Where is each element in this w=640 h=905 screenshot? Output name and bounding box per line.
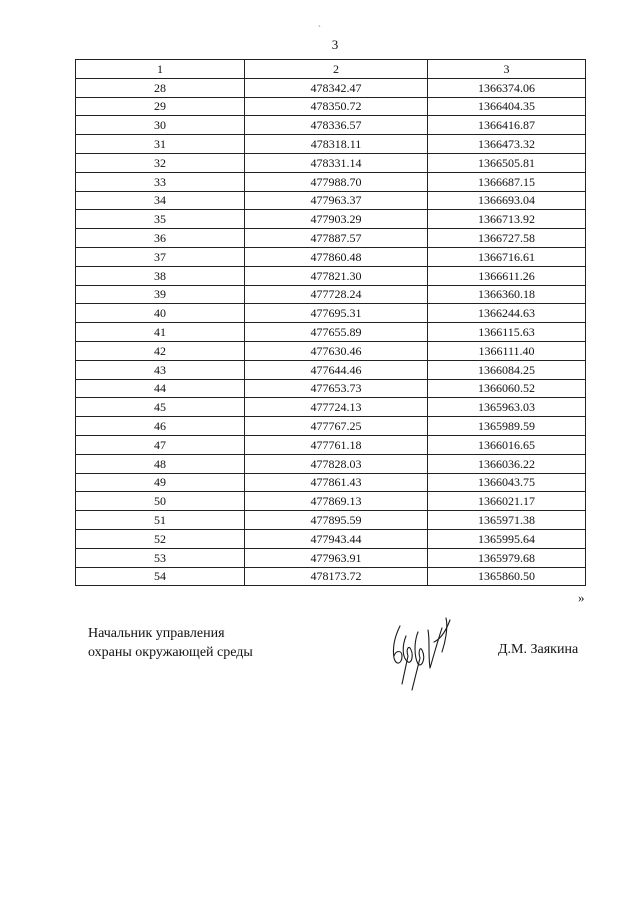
table-cell-col-3: 1366727.58: [428, 229, 586, 248]
table-cell-col-3: 1366115.63: [428, 323, 586, 342]
table-cell-col-3: 1365995.64: [428, 529, 586, 548]
table-cell-col-2: 478173.72: [245, 567, 428, 586]
table-cell-col-1: 51: [76, 511, 245, 530]
table-cell-col-3: 1366473.32: [428, 135, 586, 154]
table-cell-col-1: 39: [76, 285, 245, 304]
table-cell-col-2: 477761.18: [245, 435, 428, 454]
table-cell-col-3: 1366021.17: [428, 492, 586, 511]
table-cell-col-3: 1365989.59: [428, 417, 586, 436]
table-row: [76, 210, 586, 229]
table-cell-col-2: 477860.48: [245, 247, 428, 266]
table-cell-col-2: 477963.91: [245, 548, 428, 567]
table-row: [76, 492, 586, 511]
table-cell-col-1: 34: [76, 191, 245, 210]
table-cell-col-1: 46: [76, 417, 245, 436]
table-cell-col-2: 477869.13: [245, 492, 428, 511]
table-cell-col-2: 477963.37: [245, 191, 428, 210]
table-cell-col-1: 53: [76, 548, 245, 567]
table-cell-col-2: 477861.43: [245, 473, 428, 492]
table-cell-col-1: 44: [76, 379, 245, 398]
table-row: [76, 398, 586, 417]
table-row: [76, 341, 586, 360]
table-row: [76, 454, 586, 473]
table-cell-col-3: 1366060.52: [428, 379, 586, 398]
table-row: [76, 191, 586, 210]
table-cell-col-2: 478336.57: [245, 116, 428, 135]
table-row: [76, 135, 586, 154]
table-cell-col-3: 1365963.03: [428, 398, 586, 417]
table-cell-col-1: 31: [76, 135, 245, 154]
table-cell-col-2: 477988.70: [245, 172, 428, 191]
table-cell-col-1: 43: [76, 360, 245, 379]
table-cell-col-1: 50: [76, 492, 245, 511]
table-cell-col-3: 1366505.81: [428, 153, 586, 172]
signer-name: Д.М. Заякина: [498, 642, 579, 657]
signatory-title: [88, 624, 253, 662]
table-cell-col-3: 1366404.35: [428, 97, 586, 116]
table-cell-col-3: 1366687.15: [428, 172, 586, 191]
table-row: [76, 435, 586, 454]
table-cell-col-2: 477724.13: [245, 398, 428, 417]
table-row: [76, 379, 586, 398]
table-row: [76, 417, 586, 436]
table-row: [76, 473, 586, 492]
table-cell-col-3: 1366374.06: [428, 78, 586, 97]
column-header-2: 2: [245, 60, 428, 79]
table-cell-col-1: 30: [76, 116, 245, 135]
table-cell-col-1: 52: [76, 529, 245, 548]
table-row: [76, 97, 586, 116]
table-header-row: [76, 60, 586, 79]
table-cell-col-2: 477630.46: [245, 341, 428, 360]
table-cell-col-1: 33: [76, 172, 245, 191]
table-cell-col-2: 477895.59: [245, 511, 428, 530]
table-cell-col-1: 36: [76, 229, 245, 248]
table-row: [76, 172, 586, 191]
table-cell-col-3: 1365971.38: [428, 511, 586, 530]
table-cell-col-3: 1366036.22: [428, 454, 586, 473]
table-cell-col-1: 37: [76, 247, 245, 266]
table-cell-col-2: 477821.30: [245, 266, 428, 285]
table-row: [76, 529, 586, 548]
table-row: [76, 567, 586, 586]
column-header-3: 3: [428, 60, 586, 79]
table-cell-col-1: 29: [76, 97, 245, 116]
table-cell-col-3: 1366111.40: [428, 341, 586, 360]
table-cell-col-2: 477903.29: [245, 210, 428, 229]
handwritten-signature: [372, 606, 462, 698]
table-cell-col-1: 42: [76, 341, 245, 360]
table-cell-col-1: 54: [76, 567, 245, 586]
table-cell-col-2: 478350.72: [245, 97, 428, 116]
table-row: [76, 304, 586, 323]
column-header-1: 1: [76, 60, 245, 79]
table-cell-col-3: 1366043.75: [428, 473, 586, 492]
table-cell-col-2: 477695.31: [245, 304, 428, 323]
table-cell-col-3: 1366716.61: [428, 247, 586, 266]
table-cell-col-3: 1365979.68: [428, 548, 586, 567]
table-cell-col-3: 1366713.92: [428, 210, 586, 229]
table-cell-col-3: 1366416.87: [428, 116, 586, 135]
table-row: [76, 116, 586, 135]
table-cell-col-2: 477887.57: [245, 229, 428, 248]
table-cell-col-2: 477943.44: [245, 529, 428, 548]
table-cell-col-2: 477653.73: [245, 379, 428, 398]
table-row: [76, 78, 586, 97]
table-cell-col-1: 41: [76, 323, 245, 342]
table-row: [76, 548, 586, 567]
table-cell-col-2: 478342.47: [245, 78, 428, 97]
coordinates-table: [75, 59, 586, 586]
table-cell-col-1: 32: [76, 153, 245, 172]
table-cell-col-3: 1366693.04: [428, 191, 586, 210]
table-cell-col-3: 1366016.65: [428, 435, 586, 454]
table-row: [76, 266, 586, 285]
table-row: [76, 229, 586, 248]
table-cell-col-1: 45: [76, 398, 245, 417]
table-cell-col-1: 47: [76, 435, 245, 454]
signatory-title-line-1: Начальник управления: [88, 626, 225, 641]
table-cell-col-1: 35: [76, 210, 245, 229]
table-cell-col-3: 1366360.18: [428, 285, 586, 304]
signatory-title-line-2: охраны окружающей среды: [88, 645, 253, 660]
page-number: 3: [331, 37, 339, 52]
table-cell-col-3: 1366244.63: [428, 304, 586, 323]
table-cell-col-3: 1366084.25: [428, 360, 586, 379]
table-cell-col-2: 477644.46: [245, 360, 428, 379]
table-cell-col-2: 477728.24: [245, 285, 428, 304]
table-cell-col-3: 1365860.50: [428, 567, 586, 586]
table-row: [76, 360, 586, 379]
table-body: [76, 78, 586, 586]
table-cell-col-1: 49: [76, 473, 245, 492]
table-cell-col-1: 38: [76, 266, 245, 285]
table-cell-col-2: 477655.89: [245, 323, 428, 342]
table-row: [76, 247, 586, 266]
table-row: [76, 511, 586, 530]
table-cell-col-1: 28: [76, 78, 245, 97]
table-cell-col-1: 40: [76, 304, 245, 323]
scan-mark: `: [318, 24, 321, 34]
table-row: [76, 285, 586, 304]
table-cell-col-2: 477767.25: [245, 417, 428, 436]
table-cell-col-2: 478331.14: [245, 153, 428, 172]
table-row: [76, 153, 586, 172]
table-row: [76, 323, 586, 342]
table-cell-col-1: 48: [76, 454, 245, 473]
table-cell-col-3: 1366611.26: [428, 266, 586, 285]
closing-quote: »: [578, 590, 585, 605]
table-cell-col-2: 478318.11: [245, 135, 428, 154]
table-cell-col-2: 477828.03: [245, 454, 428, 473]
